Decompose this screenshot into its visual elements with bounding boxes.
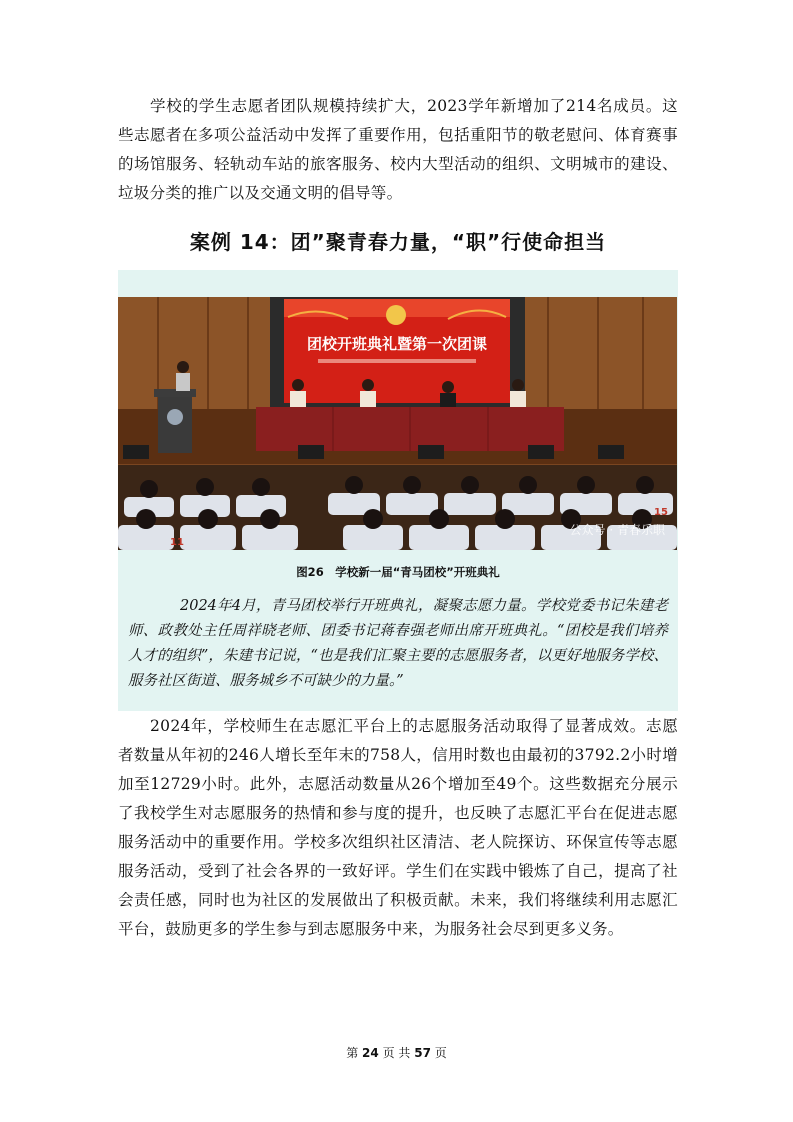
ceremony-photo xyxy=(118,297,677,550)
banner-title: 团校开班典礼暨第一次团课 xyxy=(306,335,488,353)
current-page-number: 24 xyxy=(362,1046,379,1060)
figure-quote: 2024年4月，青马团校举行开班典礼，凝聚志愿力量。学校党委书记朱建老师、政教处主任周祥晓老师、团委书记蒋春强老师出席开班典礼。“团校是我们培养人才的组织”，朱建书记说，“也是我们汇聚主要的志愿服务者，以更好地服务学校、服务社区街道、服务城乡不可缺少的力量。” xyxy=(128,598,668,689)
seat-number: 11 xyxy=(170,537,184,548)
footer-prefix: 第 xyxy=(346,1046,359,1060)
case-title: 案例 14：团”聚青春力量，“职”行使命担当 xyxy=(189,230,607,254)
figure-box xyxy=(118,270,678,711)
seat-number: 15 xyxy=(654,507,668,518)
photo-illustration xyxy=(118,297,677,550)
watermark-text: 公众号 · 青春乐职 xyxy=(569,523,665,537)
body-paragraph-2: 2024年，学校师生在志愿汇平台上的志愿服务活动取得了显著成效。志愿者数量从年初的246人增长至年末的758人，信用时数也由最初的3792.2小时增加至12729小时。此外，志愿活动数量从26个增加至49个。这些数据充分展示了我校学生对志愿服务的热情和参与度的提升，也反映了志愿汇平台在促进志愿服务活动中的重要作用。学校多次组织社区清洁、老人院探访、环保宣传等志愿服务活动，受到了社会各界的一致好评。学生们在实践中锻炼了自己，提高了社会责任感，同时也为社区的发展做出了积极贡献。未来，我们将继续利用志愿汇平台，鼓励更多的学生参与到志愿服务中来，为服务社会尽到更多义务。 xyxy=(118,717,678,938)
footer-middle: 页 共 xyxy=(382,1046,411,1060)
page-footer xyxy=(0,1044,793,1061)
total-page-number: 57 xyxy=(414,1046,431,1060)
figure-caption: 图26 学校新一届“青马团校”开班典礼 xyxy=(296,565,500,579)
footer-suffix: 页 xyxy=(434,1046,447,1060)
body-paragraph-1: 学校的学生志愿者团队规模持续扩大，2023学年新增加了214名成员。这些志愿者在多项公益活动中发挥了重要作用，包括重阳节的敬老慰问、体育赛事的场馆服务、轻轨动车站的旅客服务、校内大型活动的组织、文明城市的建设、垃圾分类的推广以及交通文明的倡导等。 xyxy=(118,97,678,202)
